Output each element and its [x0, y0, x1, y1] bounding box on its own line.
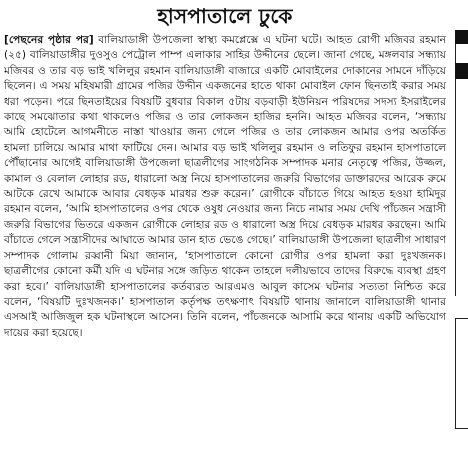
- adjacent-heading-bar: [455, 30, 468, 44]
- adjacent-box-rule: [455, 318, 468, 319]
- adjacent-box-border: [455, 318, 456, 428]
- adjacent-heading-bar: [455, 63, 468, 79]
- adjacent-box-border: [455, 44, 456, 296]
- article-body-paragraph: [4, 33, 446, 341]
- article-body-text: বালিয়াডাঙ্গী উপজেলা স্বাস্থ্য কমপ্লেক্সে এ ঘটনা ঘটে। আহত রোগী মজিবর রহমান (২৫) বালিয়াডাঙ্গীর দুওসুও পেট্রোল পাম্প এলাকার সাহির উদ্দীনের ছেলে। জানা গেছে, মঙ্গলবার সন্ধ্যায় মজিবর ও তার বড় ভাই খলিলুর রহমান বালিয়াডাঙ্গী বাজারে একটি মোবাইলের দোকানের সামনে দাঁড়িয়ে ছিলেন। এ সময় মহিষমারী গ্রামের পজির উদ্দীন একজনের হাতে থাকা মোবাইল ফোন ছিনতাই করার সময় ধরা পড়েন। পরে ছিনতাইয়ের বিষয়টি বুধবার বিকাল ৫টায় বড়বাড়ী ইউনিয়ন পরিষদের সদস্য ইসরাইলের কাছে সমঝোতার কথা থাকলেও পজির ও তার লোকজন হাজির হননি। আহত মজিবর বলেন, ‘সন্ধ্যায় আমি হোটেলে আগমনীতে নাস্তা খাওয়ার জন্য গেলে পজির ও তার লোকজন আমার ওপর অতর্কিত হামলা চালিয়ে আমার মাথা ফাটিয়ে দেন। আমার বড় ভাই খলিলুর রহমান ও লতিফুর রহমান হাসপাতালে পৌঁছানোর আগেই বালিয়াডাঙ্গী উপজেলা ছাত্রলীগের সাংগঠনিক সম্পাদক মনার নেতৃত্বে পজির, উজ্জল, কামাল ও বেলাল লোহার রড, ধারালো অস্ত্র নিয়ে হাসপাতালের জরুরি বিভাগের ডাক্তারদের আরেক রুমে আটকে রেখে আমাকে আবার বেধড়ক মারধর শুরু করেন।’ রোগীকে বাঁচাতে গিয়ে আহত হওয়া হামিদুর রহমান বলেন, ‘আমি হাসপাতালের ওপর থেকে ওষুধ নেওয়ার জন্য নিচে নামার সময় দেখি পাঁচজন সন্ত্রাসী জরুরি বিভাগের ভিতরে একজন রোগীকে লোহার রড ও ধারালো অস্ত্র দিয়ে বেধড়ক মারধর করছেন। আমি বাঁচাতে গেলে সন্ত্রাসীদের আঘাতে আমার ডান হাত ভেঙে গেছে।’ বালিয়াডাঙ্গী উপজেলা ছাত্রলীগ সাধারণ সম্পাদক গোলাম রব্বানী মিয়া জানান, ‘হাসপাতালে কোনো রোগীর ওপর হামলা করা দুঃখজনক। ছাত্রলীগের কোনো কর্মী যদি এ ঘটনার সঙ্গে জড়িত থাকেন তাহলে দলীয়ভাবে তাদের বিরুদ্ধে ব্যবস্থা গ্রহণ করা হবে।’ বালিয়াডাঙ্গী হাসপাতালের কর্তব্যরত আরএমও আবুল কাসেম ঘটনার সত্যতা নিশ্চিত করে বলেন, ‘বিষয়টি দুঃখজনক।’ হাসপাতাল কর্তৃপক্ষ তৎক্ষণাৎ বিষয়টি থানায় জানালে বালিয়াডাঙ্গী থানার এসআই আজিজুল হক ঘটনাস্থলে আসেন। তিনি বলেন, পাঁচজনকে আসামি করে থানায় একটি অভিযোগ দায়ের করা হয়েছে।: [4, 34, 447, 339]
- article-headline: হাসপাতালে ঢুকে: [157, 4, 293, 28]
- adjacent-box-rule: [455, 428, 468, 429]
- adjacent-column-edge: [455, 0, 468, 450]
- continuation-tag: [পেছনের পৃষ্ঠার পর]: [4, 34, 94, 46]
